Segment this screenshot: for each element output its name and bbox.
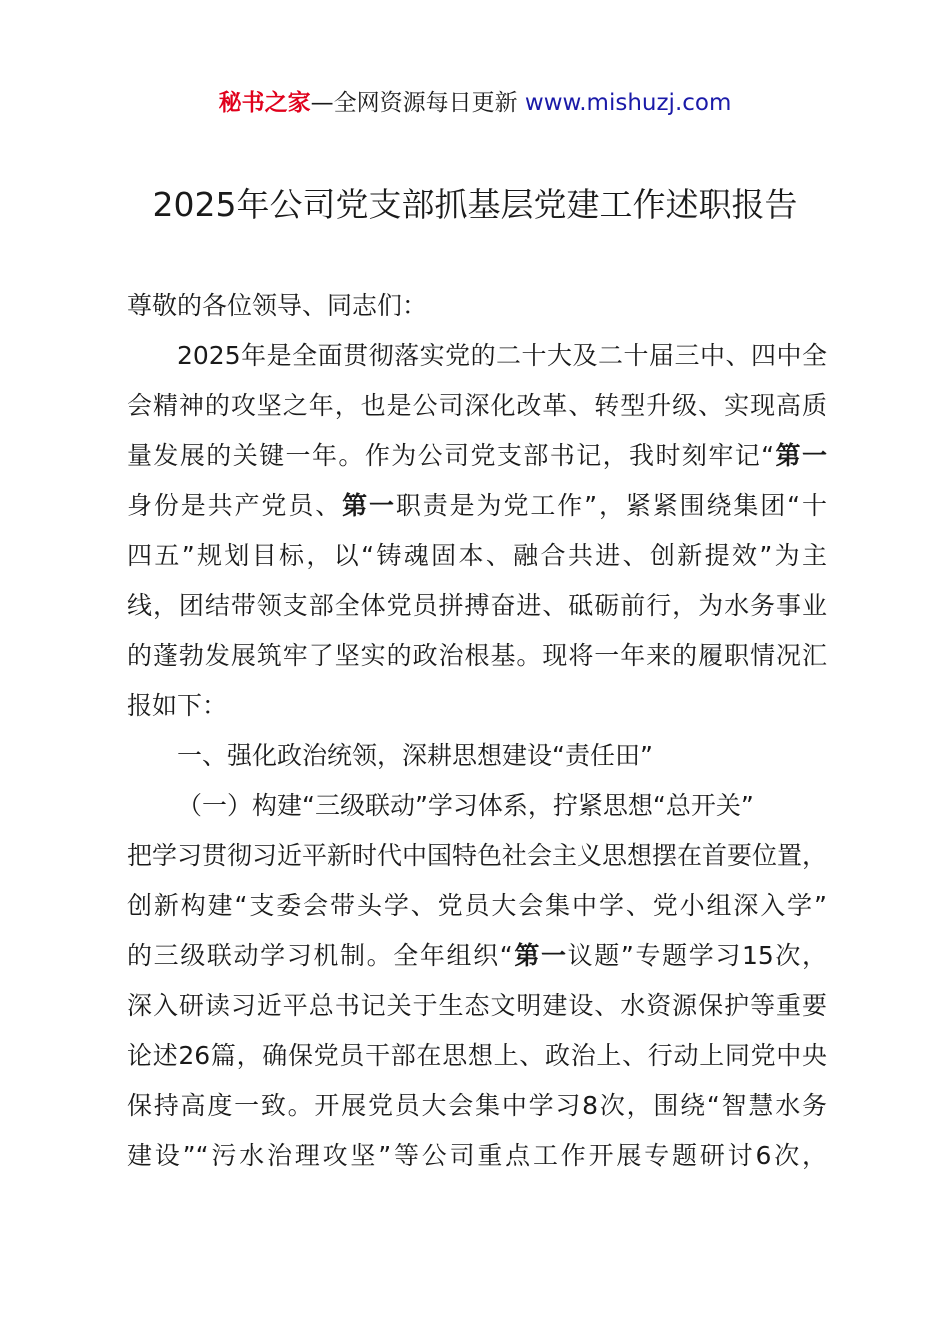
subsection-heading: （一）构建“三级联动”学习体系，拧紧思想“总开关” (177, 791, 754, 820)
intro-line-1: 2025年是全面贯彻落实党的二十大及二十届三中、四中全 (177, 341, 827, 370)
document-title: 2025年公司党支部抓基层党建工作述职报告 (152, 185, 798, 224)
sub1-line-4: 深入研读习近平总书记关于生态文明建设、水资源保护等重要 (127, 991, 827, 1020)
sub1-line-2: 创新构建“支委会带头学、党员大会集中学、党小组深入学” (127, 891, 827, 920)
salutation: 尊敬的各位领导、同志们： (127, 291, 428, 320)
emphasis-first: 第一 (774, 441, 827, 470)
intro-line-8: 报如下： (127, 691, 228, 720)
intro-line-4 (127, 481, 827, 531)
intro-line-5: 四五”规划目标，以“铸魂固本、融合共进、创新提效”为主 (127, 541, 827, 570)
sub1-line-1: 把学习贯彻习近平新时代中国特色社会主义思想摆在首要位置， (127, 841, 828, 870)
intro-line-4-text-b: 职责是为党工作”，紧紧围绕集团“十 (395, 491, 827, 520)
sub1-line-7: 建设”“污水治理攻坚”等公司重点工作开展专题研讨6次， (127, 1141, 827, 1170)
sub1-line-5: 论述26篇，确保党员干部在思想上、政治上、行动上同党中央 (127, 1041, 827, 1070)
emphasis-first: 第一 (342, 491, 396, 520)
intro-line-3-text: 量发展的关键一年。作为公司党支部书记，我时刻牢记“ (127, 441, 775, 470)
document-body (127, 281, 827, 1181)
sub1-line-6: 保持高度一致。开展党员大会集中学习8次，围绕“智慧水务 (127, 1091, 827, 1120)
intro-line-7: 的蓬勃发展筑牢了坚实的政治根基。现将一年来的履职情况汇 (127, 641, 827, 670)
intro-line-2: 会精神的攻坚之年，也是公司深化改革、转型升级、实现高质 (127, 391, 827, 420)
sub1-line-3 (127, 931, 827, 981)
intro-line-4-text-a: 身份是共产党员、 (127, 491, 343, 520)
site-url-link[interactable]: www.mishuzj.com (524, 90, 732, 116)
section-heading: 一、强化政治统领，深耕思想建设“责任田” (177, 741, 653, 770)
brand-name: 秘书之家 (218, 90, 311, 116)
sub1-line-3-text-a: 的三级联动学习机制。全年组织“ (127, 941, 513, 970)
site-header (0, 86, 950, 120)
intro-line-3 (127, 431, 827, 481)
intro-line-6: 线，团结带领支部全体党员拼搏奋进、砥砺前行，为水务事业 (127, 591, 827, 620)
header-slogan: —全网资源每日更新 (310, 90, 518, 116)
sub1-line-3-text-b: 议题”专题学习15次， (567, 941, 828, 970)
emphasis-first: 第一 (512, 941, 568, 970)
